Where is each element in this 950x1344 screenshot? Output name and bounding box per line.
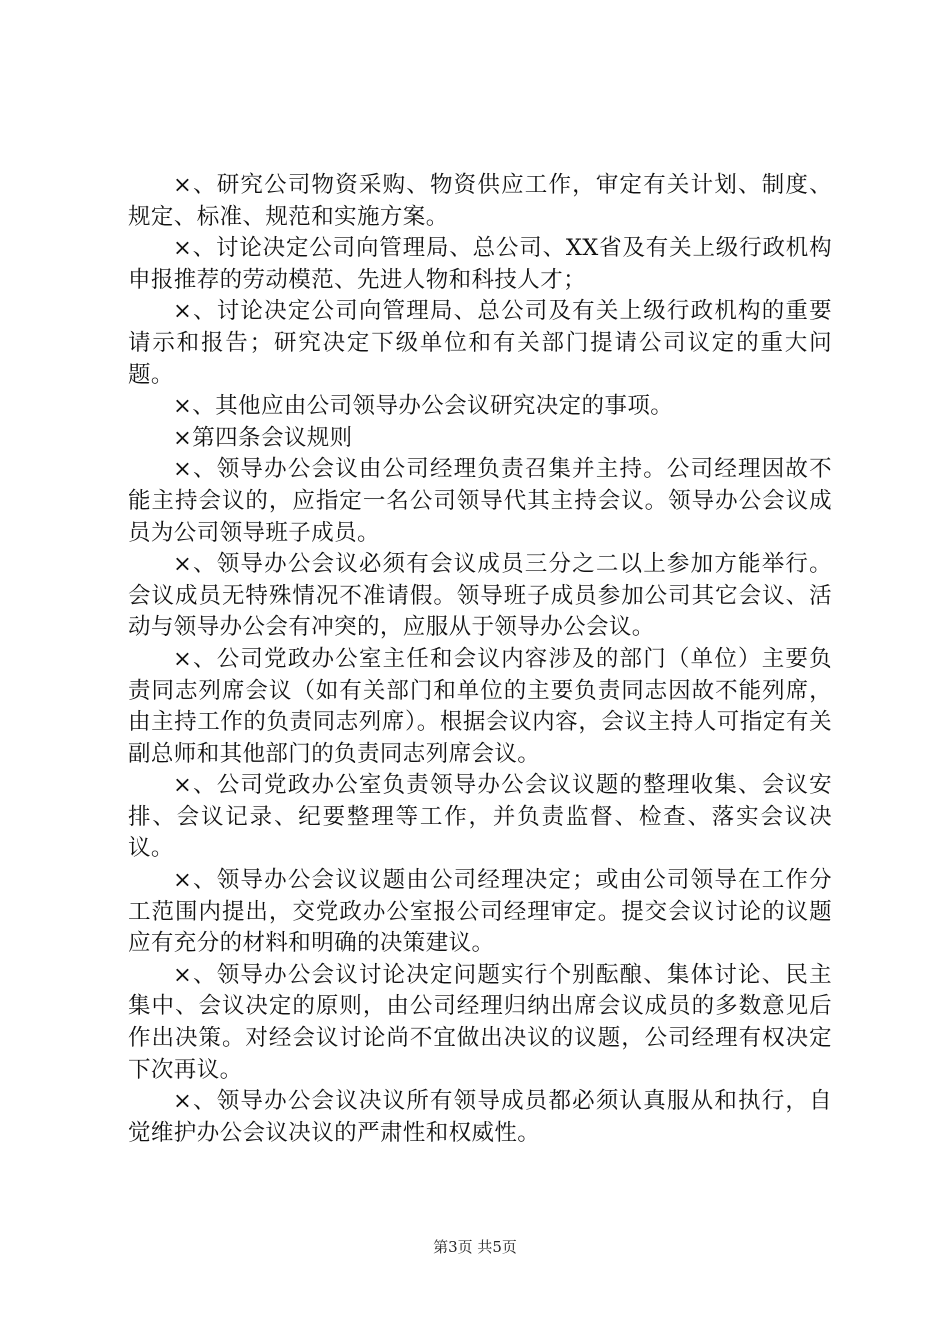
page-footer (0, 1236, 950, 1257)
paragraph: ×、讨论决定公司向管理局、总公司及有关上级行政机构的重要请示和报告；研究决定下级单位和有关部门提请公司议定的重大问题。 (128, 298, 832, 388)
paragraph: ×、研究公司物资采购、物资供应工作，审定有关计划、制度、规定、标准、规范和实施方案。 (128, 172, 832, 230)
page-number: 第3页 共5页 (433, 1238, 517, 1256)
paragraph: ×、公司党政办公室主任和会议内容涉及的部门（单位）主要负责同志列席会议（如有关部门和单位的主要负责同志因故不能列席，由主持工作的负责同志列席）。根据会议内容，会议主持人可指定有关副总师和其他部门的负责同志列席会议。 (128, 645, 832, 767)
paragraph: ×、领导办公会议议题由公司经理决定；或由公司领导在工作分工范围内提出，交党政办公室报公司经理审定。提交会议讨论的议题应有充分的材料和明确的决策建议。 (128, 867, 832, 957)
paragraph: ×、领导办公会议决议所有领导成员都必须认真服从和执行，自觉维护办公会议决议的严肃性和权威性。 (128, 1088, 832, 1146)
paragraph: ×、领导办公会议由公司经理负责召集并主持。公司经理因故不能主持会议的，应指定一名公司领导代其主持会议。领导办公会议成员为公司领导班子成员。 (128, 456, 832, 546)
section-heading: ×第四条会议规则 (173, 424, 353, 451)
paragraph: ×、领导办公会议讨论决定问题实行个别酝酿、集体讨论、民主集中、会议决定的原则，由公司经理归纳出席会议成员的多数意见后作出决策。对经会议讨论尚不宜做出决议的议题，公司经理有权决定下次再议。 (128, 961, 832, 1083)
paragraph: ×、领导办公会议必须有会议成员三分之二以上参加方能举行。会议成员无特殊情况不准请假。领导班子成员参加公司其它会议、活动与领导办公会有冲突的，应服从于领导办公会议。 (128, 551, 832, 641)
document-body (128, 170, 832, 1149)
paragraph: ×、其他应由公司领导办公会议研究决定的事项。 (173, 393, 674, 420)
paragraph: ×、公司党政办公室负责领导办公会议议题的整理收集、会议安排、会议记录、纪要整理等工作，并负责监督、检查、落实会议决议。 (128, 772, 832, 862)
paragraph: ×、讨论决定公司向管理局、总公司、XX省及有关上级行政机构申报推荐的劳动模范、先进人物和科技人才； (128, 235, 832, 293)
